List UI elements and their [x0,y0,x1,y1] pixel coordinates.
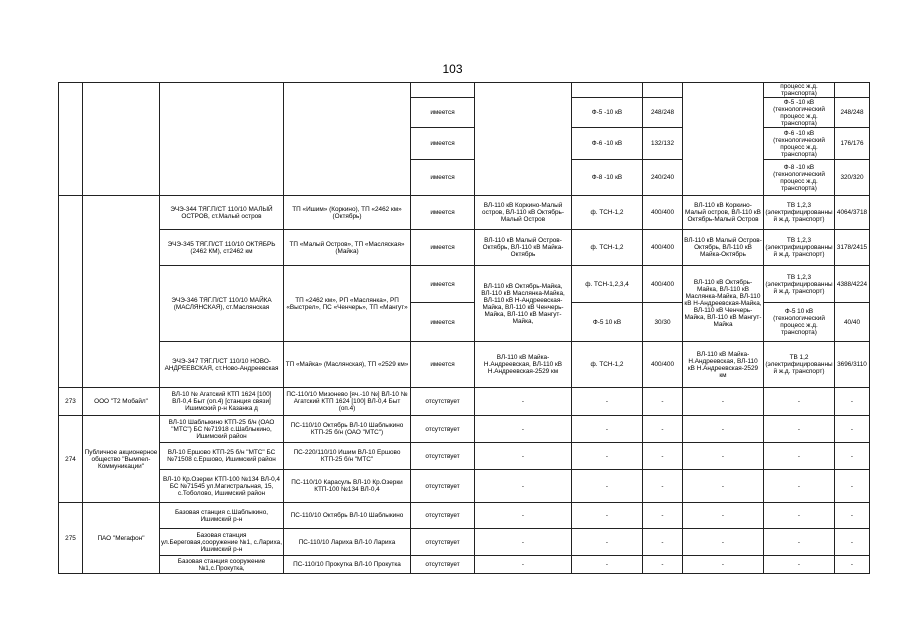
cell-consumer: Ф-8 -10 кВ (технологический процесс ж.д. транспорта) [764,160,835,196]
cell-organization: ПАО "Мегафон" [83,503,160,574]
cell-supply-lines: - [683,503,764,529]
cell-capacity: - [643,416,683,443]
table-row [59,342,870,388]
cell-load: 320/320 [835,160,870,196]
cell-feeder: - [572,503,643,529]
cell-feeder: Ф-8 -10 кВ [572,160,643,196]
cell-capacity: 400/400 [643,196,683,230]
cell-availability: имеется [411,266,475,303]
cell-number: 275 [59,503,83,574]
cell-load: 3178/2415 [835,230,870,266]
cell-availability: отсутствует [411,503,475,529]
cell-supply-lines: ВЛ-110 кВ Октябрь-Майка, ВЛ-110 кВ Маслянка-Майка, ВЛ-110 кВ Н-Андреевская-Майка, ВЛ-110 кВ Ченчерь-Майка, ВЛ-110 кВ Мангут-Майка [683,266,764,342]
cell-consumer: ТВ 1,2,3 (электрифицированный ж.д. транспорт) [764,230,835,266]
cell-availability: имеется [411,128,475,160]
cell-availability: отсутствует [411,470,475,503]
cell-consumer: - [764,529,835,556]
cell-consumer: Ф-5 -10 кВ (технологический процесс ж.д. транспорта) [764,98,835,128]
cell-load [835,83,870,98]
cell-lines: - [475,443,572,470]
cell-feeder: - [572,416,643,443]
cell-availability: имеется [411,196,475,230]
cell-load: - [835,416,870,443]
table-row [59,470,870,503]
cell-feeder: ф. ТСН-1,2,3,4 [572,266,643,303]
cell-substation: ВЛ-10 № Агатский КТП 1624 [100] ВЛ-0,4 Быт (оп.4) [станция связи] Ишимский р-н Казанка д [160,388,284,416]
cell-consumer: ТВ 1,2,3 (электрифицированный ж.д. транспорт) [764,266,835,303]
cell-availability: имеется [411,230,475,266]
cell-supply-lines: - [683,556,764,574]
cell-substation: ВЛ-10 Ершово КТП-25 б/н "МТС" БС №71508 с.Ершово, Ишимский район [160,443,284,470]
cell-lines: - [475,529,572,556]
cell-organization [83,196,160,388]
cell-lines: ВЛ-110 кВ Майка-Н.Андреевская, ВЛ-110 кВ Н.Андреевская-2529 км [475,342,572,388]
cell-supply-lines: - [683,388,764,416]
cell-supply-lines: - [683,470,764,503]
cell-feeder: ф. ТСН-1,2 [572,230,643,266]
cell-capacity: 132/132 [643,128,683,160]
cell-lines [475,83,572,196]
cell-consumer: процесс ж.д. транспорта) [764,83,835,98]
table-row [59,388,870,416]
cell-consumer: - [764,470,835,503]
cell-linked-substations: ПС-110/10 Октябрь ВЛ-10 Шаблыкино [284,503,411,529]
table-row [59,266,870,303]
cell-supply-lines: ВЛ-110 кВ Майка-Н.Андреевская, ВЛ-110 кВ Н.Андреевская-2529 км [683,342,764,388]
table-row [59,416,870,443]
cell-load: - [835,388,870,416]
cell-supply-lines [683,83,764,196]
cell-load: 40/40 [835,303,870,342]
cell-capacity: - [643,503,683,529]
cell-load: - [835,529,870,556]
cell-load: 4388/4224 [835,266,870,303]
cell-substation: ВЛ-10 Шаблыкино КТП-25 б/н (ОАО "МТС") БС №71918 с.Шаблыкино, Ишимский район [160,416,284,443]
cell-load: - [835,470,870,503]
cell-number: 274 [59,416,83,503]
cell-feeder: Ф-5 -10 кВ [572,98,643,128]
cell-linked-substations [284,83,411,196]
cell-supply-lines: ВЛ-110 кВ Малый Остров-Октябрь, ВЛ-110 кВ Майка-Октябрь [683,230,764,266]
cell-capacity [643,83,683,98]
cell-availability: отсутствует [411,529,475,556]
table-row [59,529,870,556]
cell-capacity: 400/400 [643,342,683,388]
cell-capacity: - [643,556,683,574]
cell-substation: ЭЧЭ-344 ТЯГ.П/СТ 110/10 МАЛЫЙ ОСТРОВ, ст.Малый остров [160,196,284,230]
cell-capacity: - [643,443,683,470]
cell-linked-substations: ПС-110/10 Карасуль ВЛ-10 Кр.Озерки КТП-100 №134 ВЛ-0,4 [284,470,411,503]
cell-lines: - [475,503,572,529]
cell-substation: ЭЧЭ-345 ТЯГ.П/СТ 110/10 ОКТЯБРЬ (2462 КМ), ст2462 км [160,230,284,266]
cell-load: - [835,556,870,574]
cell-feeder [572,83,643,98]
cell-load: 3696/3110 [835,342,870,388]
cell-linked-substations: ПС-110/10 Ларихa ВЛ-10 Ларихa [284,529,411,556]
cell-capacity: 400/400 [643,230,683,266]
cell-consumer: Ф-6 -10 кВ (технологический процесс ж.д. транспорта) [764,128,835,160]
cell-supply-lines: - [683,443,764,470]
cell-availability: отсутствует [411,416,475,443]
cell-lines: ВЛ-110 кВ Коркино-Малый остров, ВЛ-110 кВ Октябрь-Малый Остров [475,196,572,230]
cell-consumer: - [764,556,835,574]
cell-load: 248/248 [835,98,870,128]
cell-lines: - [475,470,572,503]
table-row [59,83,870,98]
cell-capacity: - [643,529,683,556]
cell-organization [83,83,160,196]
cell-organization: ООО "Т2 Мобайл" [83,388,160,416]
cell-supply-lines: - [683,416,764,443]
cell-lines: ВЛ-110 кВ Малый Остров-Октябрь, ВЛ-110 кВ Майка-Октябрь [475,230,572,266]
cell-consumer: - [764,503,835,529]
cell-availability: имеется [411,342,475,388]
cell-linked-substations: ТП «Майка» (Маслянская), ТП «2529 км» [284,342,411,388]
cell-lines: ВЛ-110 кВ Октябрь-Майка, ВЛ-110 кВ Маслянка-Майка, ВЛ-110 кВ Н-Андреевская-Майка, ВЛ-110 кВ Ченчерь-Майка, ВЛ-110 кВ Мангут-Майка, [475,266,572,342]
cell-availability: имеется [411,98,475,128]
cell-linked-substations: ПС-110/10 Октябрь ВЛ-10 Шаблыкино КТП-25 б/н (ОАО "МТС") [284,416,411,443]
cell-linked-substations: ТП «2462 км», РП «Маслянка», РП «Выстрел», ПС «Ченчерь», ТП «Мангут» [284,266,411,342]
table-row [59,503,870,529]
cell-availability: имеется [411,303,475,342]
table-row [59,196,870,230]
cell-feeder: - [572,556,643,574]
cell-feeder: - [572,529,643,556]
cell-substation: Базовая станция с.Шаблыкино, Ишимский р-н [160,503,284,529]
cell-availability: отсутствует [411,556,475,574]
table-row [59,230,870,266]
cell-linked-substations: ТП «Малый Остров», ТП «Масляская» (Майка) [284,230,411,266]
cell-load: - [835,503,870,529]
cell-availability [411,83,475,98]
cell-capacity: 240/240 [643,160,683,196]
cell-feeder: - [572,388,643,416]
cell-supply-lines: ВЛ-110 кВ Коркино-Малый остров, ВЛ-110 кВ Октябрь-Малый Остров [683,196,764,230]
cell-capacity: 248/248 [643,98,683,128]
cell-consumer: - [764,416,835,443]
cell-organization: Публичное акционерное общество "Вымпел-Коммуникации" [83,416,160,503]
cell-availability: имеется [411,160,475,196]
cell-substation [160,83,284,196]
cell-lines: - [475,388,572,416]
cell-number [59,83,83,196]
cell-lines: - [475,556,572,574]
cell-supply-lines: - [683,529,764,556]
cell-substation: ВЛ-10 Кр.Озерки КТП-100 №134 ВЛ-0,4 БС №71545 ул.Магистральная, 15, с.Тоболово, Ишимский район [160,470,284,503]
page-number: 103 [442,62,463,76]
cell-capacity: 400/400 [643,266,683,303]
substation-connections-table [58,82,870,574]
cell-capacity: - [643,470,683,503]
cell-consumer: Ф-5 10 кВ (технологический процесс ж.д. транспорта) [764,303,835,342]
cell-feeder: - [572,443,643,470]
cell-linked-substations: ПС-220/110/10 Ишим ВЛ-10 Ершово КТП-25 б/н "МТС" [284,443,411,470]
cell-load: - [835,443,870,470]
cell-load: 176/176 [835,128,870,160]
cell-consumer: - [764,388,835,416]
cell-lines: - [475,416,572,443]
table-row [59,556,870,574]
cell-capacity: 30/30 [643,303,683,342]
cell-substation: Базовая станция ул.Береговая,сооружение №1, с.Ларихa, Ишимский р-н [160,529,284,556]
cell-linked-substations: ПС-110/10 Мизонево [яч.-10 №] ВЛ-10 № Агатский КТП 1624 [100] ВЛ-0,4 Быт (оп.4) [284,388,411,416]
cell-capacity: - [643,388,683,416]
cell-substation: Базовая станция сооружение №1,с.Прокутка, [160,556,284,574]
cell-feeder: ф. ТСН-1,2 [572,196,643,230]
cell-substation: ЭЧЭ-346 ТЯГ.П/СТ 110/10 МАЙКА (МАСЛЯНСКАЯ), ст.Маслянская [160,266,284,342]
cell-number: 273 [59,388,83,416]
cell-feeder: Ф-6 -10 кВ [572,128,643,160]
cell-number [59,196,83,388]
cell-consumer: ТВ 1,2 (электрифицированный ж.д. транспорт) [764,342,835,388]
cell-substation: ЭЧЭ-347 ТЯГ.П/СТ 110/10 НОВО-АНДРЕЕВСКАЯ, ст.Ново-Андреевская [160,342,284,388]
cell-feeder: ф. ТСН-1,2 [572,342,643,388]
table-row [59,443,870,470]
cell-linked-substations: ПС-110/10 Прокутка ВЛ-10 Прокутка [284,556,411,574]
cell-linked-substations: ТП «Ишим» (Коркино), ТП «2462 км» (Октябрь) [284,196,411,230]
cell-availability: отсутствует [411,388,475,416]
cell-consumer: ТВ 1,2,3 (электрифицированный ж.д. транспорт) [764,196,835,230]
cell-feeder: - [572,470,643,503]
cell-availability: отсутствует [411,443,475,470]
cell-load: 4064/3718 [835,196,870,230]
cell-consumer: - [764,443,835,470]
cell-feeder: Ф-5 10 кВ [572,303,643,342]
